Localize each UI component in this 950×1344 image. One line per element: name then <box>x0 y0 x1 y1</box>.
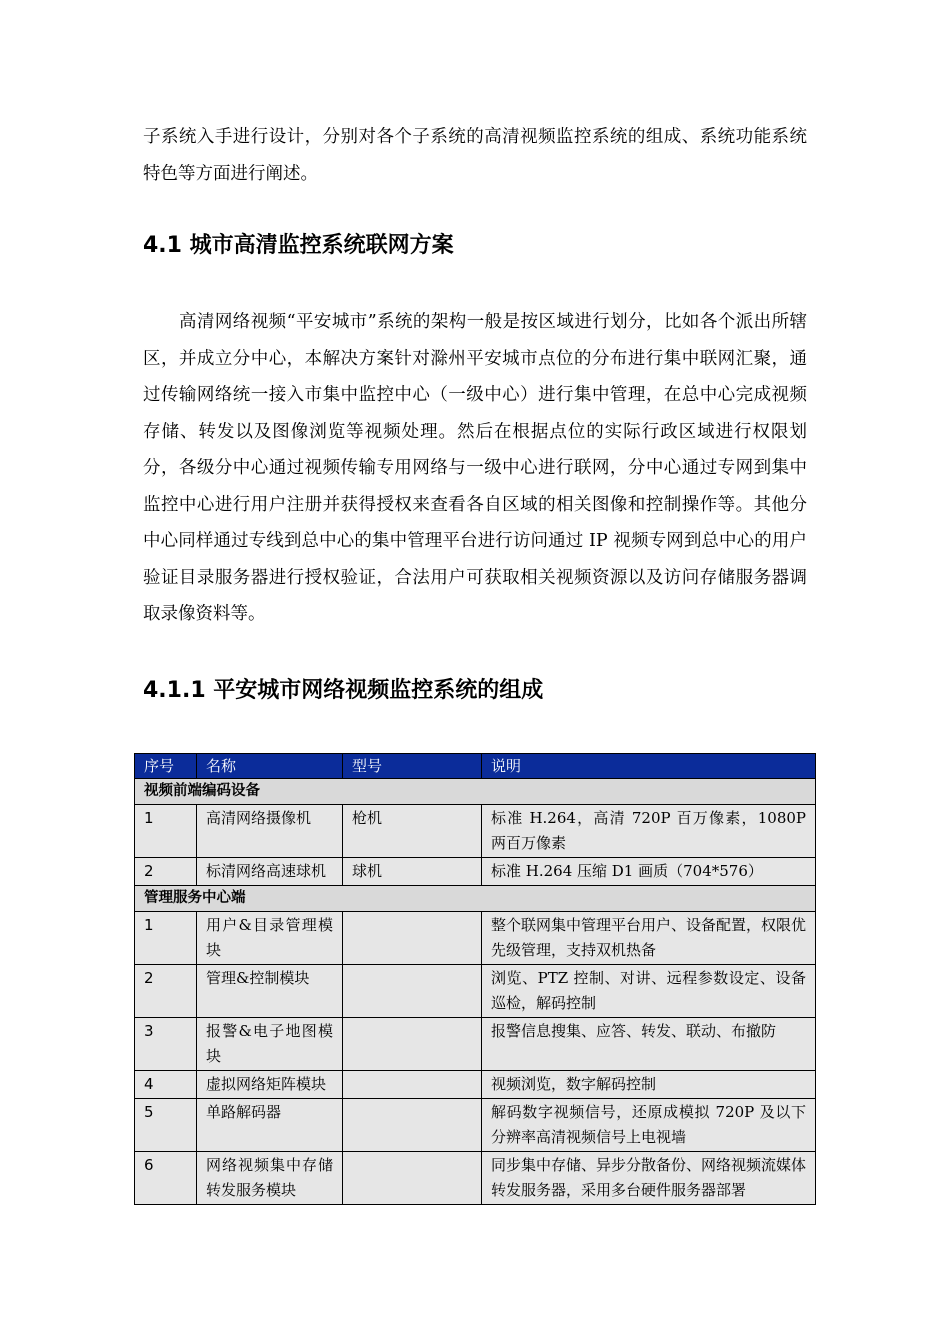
group-title-management: 管理服务中心端 <box>135 886 816 912</box>
table-row <box>135 1152 816 1205</box>
row-name: 报警&电子地图模块 <box>197 1018 343 1071</box>
header-model: 型号 <box>343 754 482 779</box>
row-name: 网络视频集中存储转发服务模块 <box>197 1152 343 1205</box>
row-description: 视频浏览，数字解码控制 <box>482 1071 816 1099</box>
group-title-frontend: 视频前端编码设备 <box>135 779 816 805</box>
row-model <box>343 912 482 965</box>
row-no: 2 <box>135 965 197 1018</box>
table-header-row <box>135 754 816 779</box>
row-model <box>343 1152 482 1205</box>
group-row <box>135 886 816 912</box>
row-description: 同步集中存储、异步分散备份、网络视频流媒体转发服务器，采用多台硬件服务器部署 <box>482 1152 816 1205</box>
row-model <box>343 1099 482 1152</box>
row-name: 虚拟网络矩阵模块 <box>197 1071 343 1099</box>
row-model <box>343 965 482 1018</box>
row-no: 3 <box>135 1018 197 1071</box>
table-row <box>135 1071 816 1099</box>
group-row <box>135 779 816 805</box>
row-description: 整个联网集中管理平台用户、设备配置，权限优先级管理，支持双机热备 <box>482 912 816 965</box>
row-description: 浏览、PTZ 控制、对讲、远程参数设定、设备巡检，解码控制 <box>482 965 816 1018</box>
table-row <box>135 1099 816 1152</box>
table-row <box>135 912 816 965</box>
row-model: 枪机 <box>343 805 482 858</box>
intro-paragraph: 子系统入手进行设计，分别对各个子系统的高清视频监控系统的组成、系统功能系统特色等方面进行阐述。 <box>143 127 807 184</box>
section-heading-4-1-1: 4.1.1 平安城市网络视频监控系统的组成 <box>143 678 544 703</box>
row-name: 标清网络高速球机 <box>197 858 343 886</box>
section-4-1-paragraph: 高清网络视频“平安城市”系统的架构一般是按区域进行划分，比如各个派出所辖区，并成立分中心，本解决方案针对滁州平安城市点位的分布进行集中联网汇聚，通过传输网络统一接入市集中监控中心（一级中心）进行集中管理，在总中心完成视频存储、转发以及图像浏览等视频处理。然后在根据点位的实际行政区域进行权限划分，各级分中心通过视频传输专用网络与一级中心进行联网，分中心通过专网到集中监控中心进行用户注册并获得授权来查看各自区域的相关图像和控制操作等。其他分中心同样通过专线到总中心的集中管理平台进行访问通过 IP 视频专网到总中心的用户验证目录服务器进行授权验证，合法用户可获取相关视频资源以及访问存储服务器调取录像资料等。 <box>143 312 807 624</box>
row-no: 5 <box>135 1099 197 1152</box>
row-name: 管理&控制模块 <box>197 965 343 1018</box>
row-model: 球机 <box>343 858 482 886</box>
row-model <box>343 1071 482 1099</box>
row-model <box>343 1018 482 1071</box>
row-description: 解码数字视频信号，还原成模拟 720P 及以下分辨率高清视频信号上电视墙 <box>482 1099 816 1152</box>
row-description: 标准 H.264，高清 720P 百万像素，1080P 两百万像素 <box>482 805 816 858</box>
header-no: 序号 <box>135 754 197 779</box>
table-row <box>135 805 816 858</box>
table-row <box>135 1018 816 1071</box>
row-name: 用户&目录管理模块 <box>197 912 343 965</box>
table-row <box>135 858 816 886</box>
row-description: 标准 H.264 压缩 D1 画质（704*576） <box>482 858 816 886</box>
row-no: 6 <box>135 1152 197 1205</box>
system-components-table <box>134 753 816 1205</box>
section-heading-4-1: 4.1 城市高清监控系统联网方案 <box>143 233 454 258</box>
table-row <box>135 965 816 1018</box>
row-name: 单路解码器 <box>197 1099 343 1152</box>
header-description: 说明 <box>482 754 816 779</box>
row-no: 1 <box>135 805 197 858</box>
row-no: 2 <box>135 858 197 886</box>
row-no: 4 <box>135 1071 197 1099</box>
row-description: 报警信息搜集、应答、转发、联动、布撤防 <box>482 1018 816 1071</box>
row-no: 1 <box>135 912 197 965</box>
header-name: 名称 <box>197 754 343 779</box>
row-name: 高清网络摄像机 <box>197 805 343 858</box>
